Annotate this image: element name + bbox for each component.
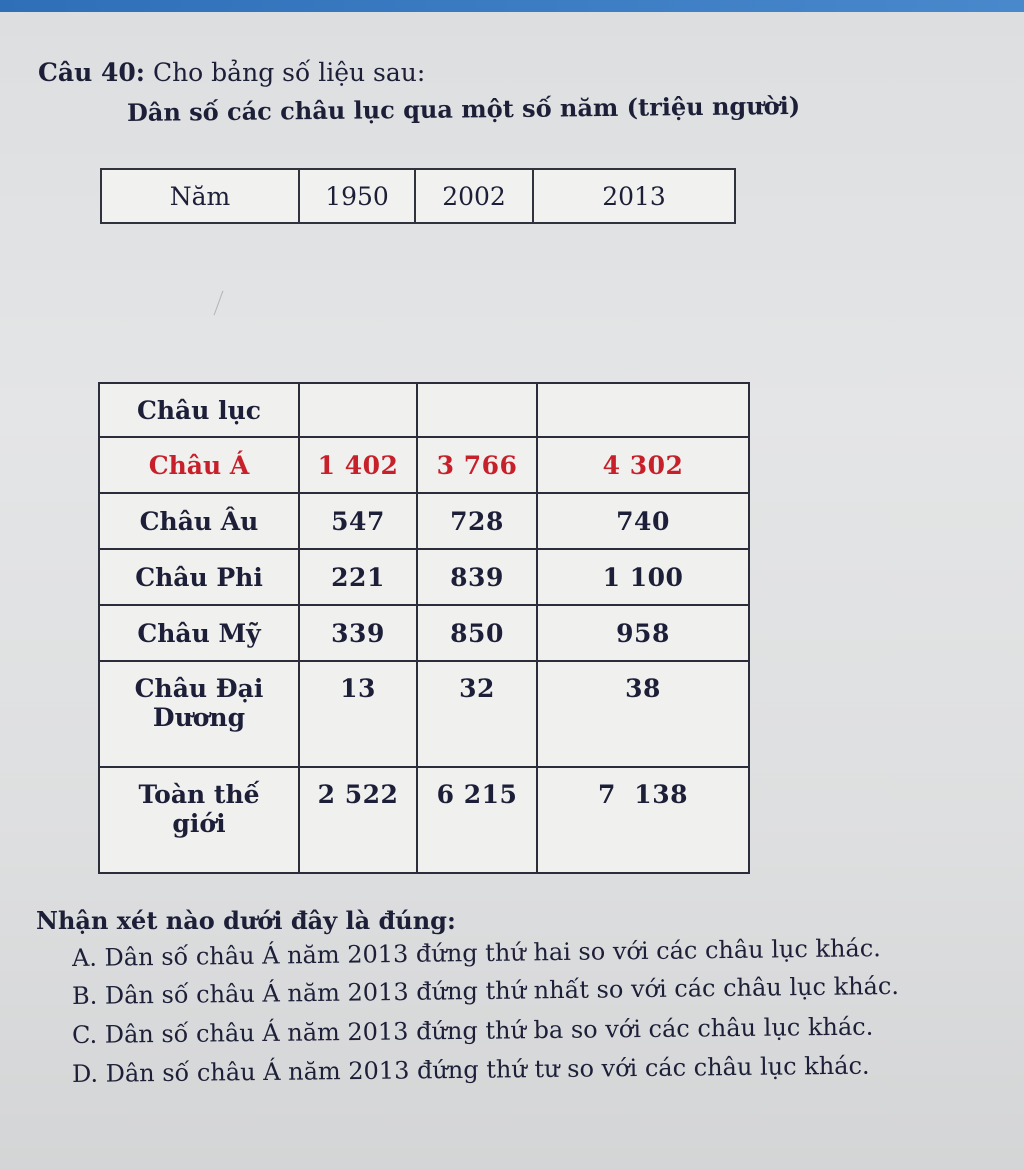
year-2013: 2013	[602, 181, 666, 211]
continent-name: Châu Phi	[99, 549, 299, 605]
value-1950: 547	[299, 493, 417, 549]
year-header-label: Năm	[102, 170, 300, 222]
continent-name	[99, 767, 299, 873]
continent-name: Châu Mỹ	[99, 605, 299, 661]
continent-name-line1: Châu Đại	[134, 674, 264, 703]
year-header-table	[100, 168, 736, 224]
answer-option-a[interactable]: A. Dân số châu Á năm 2013 đứng thứ hai so với các châu lục khác.	[71, 934, 882, 972]
value-2013: 958	[537, 605, 749, 661]
table-header-row	[99, 383, 749, 437]
continent-name-line2: giới	[172, 809, 226, 838]
value-2002: 32	[417, 661, 537, 767]
value-2002: 850	[417, 605, 537, 661]
answer-option-c[interactable]: C. Dân số châu Á năm 2013 đứng thứ ba so với các châu lục khác.	[71, 1012, 874, 1049]
value-2002: 6 215	[417, 767, 537, 873]
continent-name: Châu Âu	[99, 493, 299, 549]
table-row	[99, 767, 749, 873]
empty-header-cell	[299, 383, 417, 437]
question-text: Cho bảng số liệu sau:	[152, 58, 426, 87]
answer-option-b[interactable]: B. Dân số châu Á năm 2013 đứng thứ nhất so với các châu lục khác.	[71, 971, 900, 1010]
value-1950: 221	[299, 549, 417, 605]
table-row	[99, 437, 749, 493]
top-blue-band	[0, 0, 1024, 12]
year-2002: 2002	[416, 170, 534, 222]
value-1950: 2 522	[299, 767, 417, 873]
table-row	[99, 549, 749, 605]
continent-name-line1: Toàn thế	[138, 780, 260, 809]
value-1950: 339	[299, 605, 417, 661]
continent-column-header: Châu lục	[99, 383, 299, 437]
table-title: Dân số các châu lục qua một số năm (triệu người)	[126, 90, 801, 127]
answer-option-d[interactable]: D. Dân số châu Á năm 2013 đứng thứ tư so với các châu lục khác.	[71, 1051, 870, 1088]
value-2013: 4 302	[537, 437, 749, 493]
continent-name: Châu Á	[99, 437, 299, 493]
value-1950: 1 402	[299, 437, 417, 493]
pen-mark	[214, 291, 224, 316]
value-2002: 728	[417, 493, 537, 549]
table-row	[99, 661, 749, 767]
continent-name	[99, 661, 299, 767]
value-2013: 1 100	[537, 549, 749, 605]
value-2002: 3 766	[417, 437, 537, 493]
value-1950: 13	[299, 661, 417, 767]
empty-header-cell	[417, 383, 537, 437]
population-table	[98, 382, 750, 874]
value-2013: 740	[537, 493, 749, 549]
value-2013: 38	[537, 661, 749, 767]
table-row	[99, 493, 749, 549]
question-prompt: Nhận xét nào dưới đây là đúng:	[36, 906, 456, 935]
value-2002: 839	[417, 549, 537, 605]
question-heading	[38, 58, 425, 87]
year-1950: 1950	[300, 170, 416, 222]
question-number: Câu 40:	[38, 58, 145, 87]
empty-header-cell	[537, 383, 749, 437]
value-2013: 7 138	[537, 767, 749, 873]
table-row	[99, 605, 749, 661]
continent-name-line2: Dương	[152, 703, 246, 732]
